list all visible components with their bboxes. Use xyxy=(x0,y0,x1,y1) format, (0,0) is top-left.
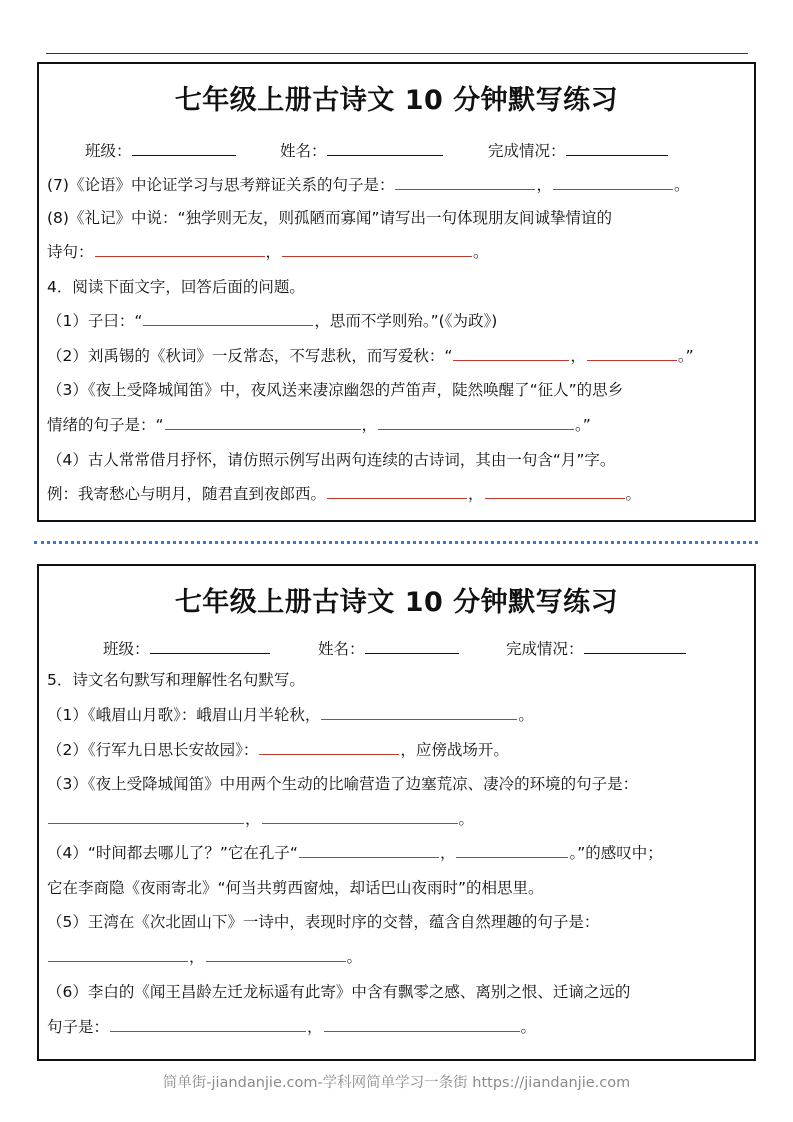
question-line: 例：我寄愁心与明月，随君直到夜郎西。 ， 。 xyxy=(47,485,642,503)
answer-blank[interactable] xyxy=(587,346,677,361)
dotted-divider xyxy=(34,541,758,544)
question-line: （4）古人常常借月抒怀，请仿照示例写出两句连续的古诗词，其由一句含“月”字。 xyxy=(47,451,616,469)
name-blank[interactable] xyxy=(365,636,459,654)
worksheet-card-2 xyxy=(37,564,756,1061)
answer-blank[interactable] xyxy=(299,843,439,858)
name-field[interactable]: 姓名： xyxy=(280,138,443,161)
student-info-row xyxy=(39,138,754,162)
answer-blank[interactable] xyxy=(327,484,467,499)
section-heading: 5．诗文名句默写和理解性名句默写。 xyxy=(47,671,305,689)
footer-watermark: 简单街-jiandanjie.com-学科网简单学习一条街 https://jiandanjie.com xyxy=(162,1075,631,1091)
question-line: ， 。 xyxy=(47,808,474,830)
answer-blank[interactable] xyxy=(110,1017,306,1032)
answer-blank[interactable] xyxy=(378,415,574,430)
question-line: 它在李商隐《夜雨寄北》“何当共剪西窗烛，却话巴山夜雨时”的相思里。 xyxy=(47,879,544,897)
answer-blank[interactable] xyxy=(165,415,361,430)
question-line: （4）“时间都去哪儿了？”它在孔子“ ， 。”的感叹中； xyxy=(47,844,663,862)
question-line: （1）子曰：“ ，思而不学则殆。”(《为政》) xyxy=(47,312,498,330)
answer-blank[interactable] xyxy=(206,947,346,962)
question-line: (8)《礼记》中说：“独学则无友，则孤陋而寡闻”请写出一句体现朋友间诚挚情谊的 xyxy=(47,209,613,227)
class-blank[interactable] xyxy=(150,636,270,654)
question-line: （1）《峨眉山月歌》：峨眉山月半轮秋， 。 xyxy=(47,706,534,724)
status-field[interactable]: 完成情况： xyxy=(488,138,668,161)
answer-blank[interactable] xyxy=(553,175,673,190)
status-field[interactable]: 完成情况： xyxy=(506,636,686,659)
status-blank[interactable] xyxy=(584,636,686,654)
question-line: 诗句： ， 。 xyxy=(47,243,489,261)
question-line: 句子是： ， 。 xyxy=(47,1018,537,1036)
question-line: ， 。 xyxy=(47,946,362,968)
top-rule xyxy=(46,53,748,54)
answer-blank[interactable] xyxy=(321,705,517,720)
question-line: （3）《夜上受降城闻笛》中，夜风送来凄凉幽怨的芦笛声，陡然唤醒了“征人”的思乡 xyxy=(47,381,624,399)
section-heading: 4．阅读下面文字，回答后面的问题。 xyxy=(47,278,305,296)
class-blank[interactable] xyxy=(132,138,236,156)
answer-blank[interactable] xyxy=(453,346,569,361)
question-line: （2）《行军九日思长安故园》： ，应傍战场开。 xyxy=(47,741,509,759)
answer-blank[interactable] xyxy=(282,242,472,257)
question-line: （2）刘禹锡的《秋词》一反常态，不写悲秋，而写爱秋：“ ， 。” xyxy=(47,347,694,365)
question-line: (7)《论语》中论证学习与思考辩证关系的句子是： ， 。 xyxy=(47,176,690,194)
answer-blank[interactable] xyxy=(259,740,399,755)
question-line: （6）李白的《闻王昌龄左迁龙标遥有此寄》中含有飘零之感、离别之恨、迁谪之远的 xyxy=(47,983,631,1001)
answer-blank[interactable] xyxy=(95,242,265,257)
student-info-row xyxy=(39,636,754,660)
worksheet-title: 七年级上册古诗文 10 分钟默写练习 xyxy=(174,587,619,618)
name-field[interactable]: 姓名： xyxy=(318,636,459,659)
class-field[interactable]: 班级： xyxy=(85,138,236,161)
worksheet-title: 七年级上册古诗文 10 分钟默写练习 xyxy=(174,85,619,116)
answer-blank[interactable] xyxy=(48,809,244,824)
answer-blank[interactable] xyxy=(485,484,625,499)
status-blank[interactable] xyxy=(566,138,668,156)
answer-blank[interactable] xyxy=(262,809,458,824)
answer-blank[interactable] xyxy=(143,311,313,326)
question-line: （5）王湾在《次北固山下》一诗中，表现时序的交替，蕴含自然理趣的句子是： xyxy=(47,913,600,931)
worksheet-card-1 xyxy=(37,62,756,522)
answer-blank[interactable] xyxy=(456,843,568,858)
answer-blank[interactable] xyxy=(324,1017,520,1032)
question-line: 情绪的句子是：“ ， 。” xyxy=(47,416,591,434)
class-field[interactable]: 班级： xyxy=(103,636,270,659)
name-blank[interactable] xyxy=(327,138,443,156)
answer-blank[interactable] xyxy=(395,175,535,190)
answer-blank[interactable] xyxy=(48,947,188,962)
question-line: （3）《夜上受降城闻笛》中用两个生动的比喻营造了边塞荒凉、凄冷的环境的句子是： xyxy=(47,775,639,793)
